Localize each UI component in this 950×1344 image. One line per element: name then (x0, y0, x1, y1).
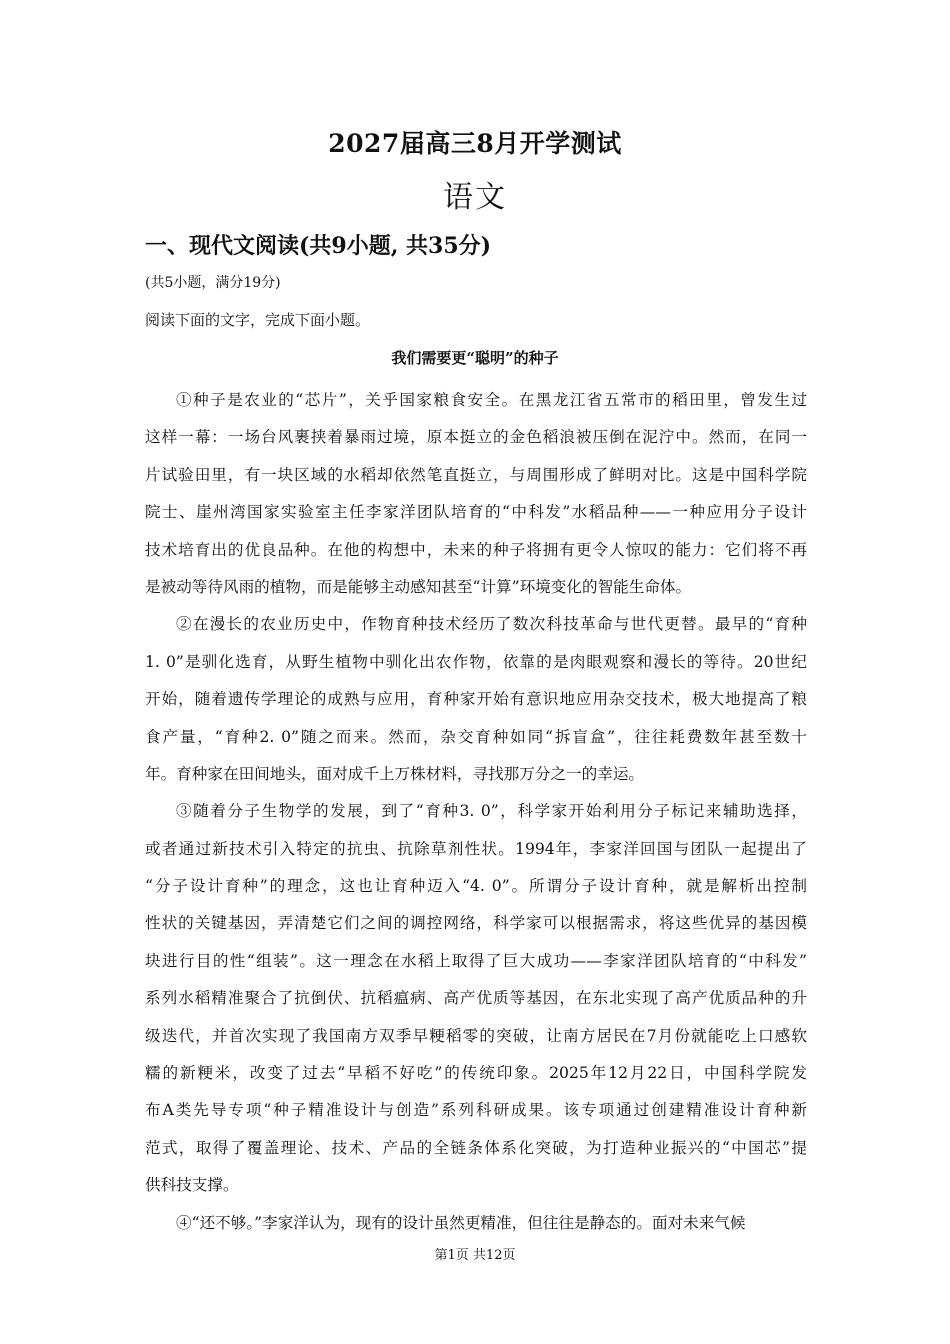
paragraph-line: 开始，随着遗传学理论的成熟与应用，育种家开始有意识地应用杂交技术，极大地提高了粮 (145, 690, 807, 709)
article-body (145, 382, 807, 1242)
paragraph-line: 供科技支撑。 (145, 1176, 239, 1195)
paragraph-line: ④“还不够。”李家洋认为，现有的设计虽然更精准，但往往是静态的。面对未来气候 (176, 1213, 746, 1232)
paragraph-line: 食产量，“育种2. 0”随之而来。然而，杂交育种如同“拆盲盒”，往往耗费数年甚至数十 (145, 727, 807, 746)
paragraph-line: 布A类先导专项“种子精准设计与创造”系列科研成果。该专项通过创建精准设计育种新 (145, 1101, 807, 1120)
paragraph-line: 性状的关键基因，弄清楚它们之间的调控网络，科学家可以根据需求，将这些优异的基因模 (145, 914, 807, 933)
paragraph-line: 糯的新粳米，改变了过去“早稻不好吃”的传统印象。2025年12月22日，中国科学院发 (145, 1064, 807, 1083)
article-paragraph (145, 793, 807, 1204)
article-paragraph (145, 1205, 807, 1242)
paragraph-line: 1. 0”是驯化选育，从野生植物中驯化出农作物，依靠的是肉眼观察和漫长的等待。20世纪 (145, 652, 807, 671)
paragraph-line: “分子设计育种”的理念，这也让育种迈入“4. 0”。所谓分子设计育种，就是解析出控制 (145, 877, 807, 896)
paragraph-line: ③随着分子生物学的发展，到了“育种3. 0”，科学家开始利用分子标记来辅助选择， (176, 802, 807, 821)
paragraph-line: 块进行目的性“组装”。这一理念在水稻上取得了巨大成功——李家洋团队培育的“中科发” (145, 951, 807, 970)
paragraph-line: 系列水稻精准聚合了抗倒伏、抗稻瘟病、高产优质等基因，在东北实现了高产优质品种的升 (145, 989, 807, 1008)
reading-instruction: 阅读下面的文字，完成下面小题。 (145, 311, 371, 329)
section-heading: 一、现代文阅读(共9小题, 共35分) (145, 233, 492, 259)
paragraph-line: 这样一幕：一场台风裹挟着暴雨过境，原本挺立的金色稻浪被压倒在泥泞中。然而，在同一 (145, 428, 807, 447)
paragraph-line: 级迭代，并首次实现了我国南方双季早粳稻零的突破，让南方居民在7月份就能吃上口感软 (145, 1026, 807, 1045)
paragraph-line: 是被动等待风雨的植物，而是能够主动感知甚至“计算”环境变化的智能生命体。 (145, 577, 692, 596)
paragraph-line: ①种子是农业的“芯片”，关乎国家粮食安全。在黑龙江省五常市的稻田里，曾发生过 (176, 391, 807, 409)
paragraph-line: 院士、崖州湾国家实验室主任李家洋团队培育的“中科发”水稻品种——一种应用分子设计 (145, 503, 807, 522)
subject-title: 语文 (443, 180, 507, 215)
paragraph-line: 或者通过新技术引入特定的抗虫、抗除草剂性状。1994年，李家洋回国与团队一起提出了 (145, 839, 807, 858)
article-paragraph (145, 606, 807, 793)
paragraph-line: 年。育种家在田间地头，面对成千上万株材料，寻找那万分之一的幸运。 (145, 764, 645, 783)
exam-title: 2027届高三8月开学测试 (328, 129, 622, 158)
paragraph-line: ②在漫长的农业历史中，作物育种技术经历了数次科技革命与世代更替。最早的“育种 (176, 615, 807, 634)
section-note: (共5小题，满分19分) (145, 275, 281, 291)
paragraph-line: 片试验田里，有一块区域的水稻却依然笔直挺立，与周围形成了鲜明对比。这是中国科学院 (145, 465, 807, 484)
page-footer: 第1页 共12页 (434, 1248, 516, 1263)
paragraph-line: 范式，取得了覆盖理论、技术、产品的全链条体系化突破，为打造种业振兴的“中国芯”提 (145, 1138, 807, 1157)
paragraph-line: 技术培育出的优良品种。在他的构想中，未来的种子将拥有更令人惊叹的能力：它们将不再 (145, 540, 807, 559)
article-paragraph (145, 382, 807, 606)
article-title: 我们需要更“聪明”的种子 (391, 349, 559, 367)
